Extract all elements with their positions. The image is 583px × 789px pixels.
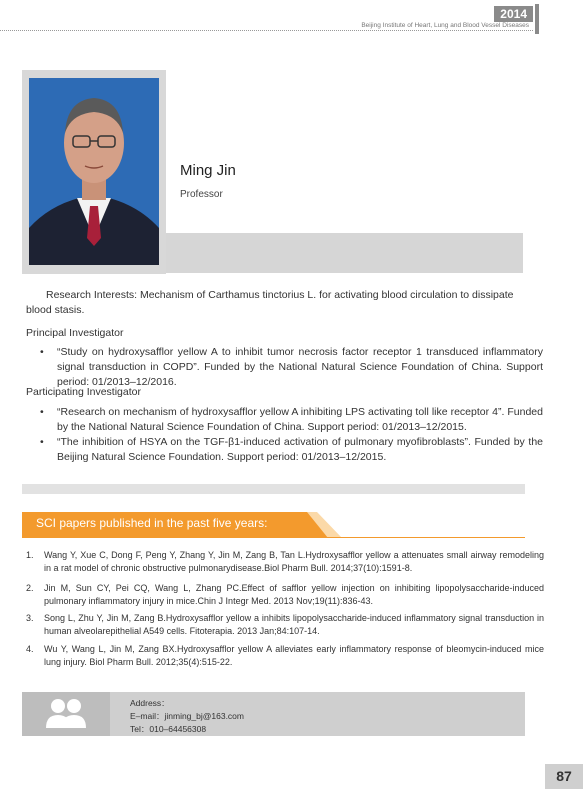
participating-item: • “The inhibition of HSYA on the TGF-β1-induced activation of pulmonary myofibroblasts”. Funded by the Beijing Natural Science Foundation. Support period: 01/2013–12/2015. — [40, 435, 543, 465]
contact-icon-box — [22, 692, 110, 736]
profile-title: Professor — [180, 189, 223, 200]
institute-name: Beijing Institute of Heart, Lung and Blood Vessel Diseases — [361, 22, 529, 29]
research-interests: Research Interests: Mechanism of Carthamus tinctorius L. for activating blood circulation to dissipate blood stasis. — [26, 289, 514, 316]
sci-underline — [22, 537, 525, 538]
reference-text: Jin M, Sun CY, Pei CQ, Wang L, Zhang PC.Effect of safflor yellow injection on inhibiting lipopolysaccharide-induced pulmonary inflammatory injury in mice.Chin J Integr Med. 2013 Nov;19(11):836-43. — [44, 583, 544, 606]
participating-investigator-heading: Participating Investigator — [26, 386, 141, 398]
participating-item: • “Research on mechanism of hydroxysafflor yellow A inhibiting LPS activating toll like receptor 4”. Funded by the National Natural Science Foundation of China. Support period: 01/2013–12/2015. — [40, 405, 543, 435]
reference-text: Song L, Zhu Y, Jin M, Zang B.Hydroxysafflor yellow a inhibits lipopolysaccharide-induced inflammatory signal transduction in human alveolarepithelial A549 cells. Fitoterapia. 2013 Jan;84:107-14. — [44, 613, 544, 636]
contact-tel: Tel：010–64456308 — [130, 724, 207, 734]
reference-text: Wang Y, Xue C, Dong F, Peng Y, Zhang Y, Jin M, Zang B, Tan L.Hydroxysafflor yellow a attenuates small airway remodeling in a rat model of chronic obstructive pulmonarydisease.Biol Pharm Bull. 2014;37(10):1591-8. — [44, 550, 544, 573]
principal-investigator-heading: Principal Investigator — [26, 327, 124, 339]
section-divider — [22, 484, 525, 494]
reference-number: 3. — [26, 613, 34, 623]
portrait-photo — [29, 78, 159, 265]
year-badge: 2014 — [494, 6, 533, 22]
contact-email: E–mail：jinming_bj@163.com — [130, 711, 244, 721]
reference-item — [26, 549, 544, 575]
header-bar — [535, 4, 539, 34]
reference-number: 2. — [26, 583, 34, 593]
people-icon — [22, 692, 110, 736]
reference-number: 1. — [26, 550, 34, 560]
sci-heading: SCI papers published in the past five years: — [36, 516, 268, 530]
pi-item: • “Study on hydroxysafflor yellow A to inhibit tumor necrosis factor receptor 1 transduced inflammatory signal transduction in COPD”. Funded by the National Natural Science Foundation of China. Support period: 01/2013–12/2016. — [40, 345, 543, 390]
page-number: 87 — [545, 764, 583, 789]
reference-item — [26, 612, 544, 638]
portrait-icon — [29, 78, 159, 265]
reference-item — [26, 643, 544, 669]
contact-address: Address： — [130, 698, 170, 708]
profile-name: Ming Jin — [180, 162, 236, 179]
reference-text: Wu Y, Wang L, Jin M, Zang BX.Hydroxysafflor yellow A alleviates early inflammatory response of bleomycin-induced mice lung injury. Biol Pharm Bull. 2012;35(4):515-22. — [44, 644, 544, 667]
profile-band — [166, 233, 523, 273]
reference-number: 4. — [26, 644, 34, 654]
header-divider — [0, 30, 533, 31]
reference-item — [26, 582, 544, 608]
